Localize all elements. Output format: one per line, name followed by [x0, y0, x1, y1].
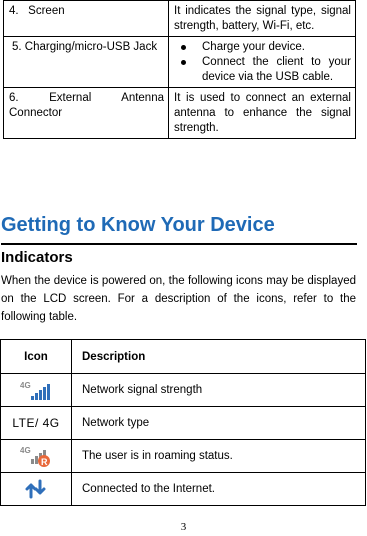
table-row [1, 407, 366, 440]
part-description [169, 37, 356, 88]
svg-text:4G: 4G [20, 381, 31, 390]
icon-description: Network type [72, 407, 366, 440]
part-description: It indicates the signal type, signal strength, battery, Wi-Fi, etc. [169, 1, 356, 37]
network-type-icon [1, 407, 72, 440]
header-icon: Icon [1, 340, 72, 374]
roaming-icon [1, 440, 72, 473]
table-row [1, 473, 366, 506]
icon-description: Network signal strength [72, 374, 366, 407]
bullet-item: Connect the client to your device via the USB cable. [174, 55, 351, 85]
connected-arrows-icon [1, 473, 72, 506]
subsection-title: Indicators [1, 249, 73, 266]
icon-description: The user is in roaming status. [72, 440, 366, 473]
parts-table [3, 0, 356, 139]
svg-text:4G: 4G [20, 446, 31, 455]
svg-text:R: R [41, 457, 48, 467]
part-name: 5. Charging/micro-USB Jack [4, 37, 169, 88]
header-description: Description [72, 340, 366, 374]
section-title: Getting to Know Your Device [1, 214, 275, 236]
intro-paragraph: When the device is powered on, the following icons may be displayed on the LCD screen. For a description of the icons, refer to the following table. [1, 275, 356, 323]
part-name: 4. Screen [4, 1, 169, 37]
table-row [1, 374, 366, 407]
table-row [4, 1, 356, 37]
table-row [4, 37, 356, 88]
table-row [1, 440, 366, 473]
network-type-label: LTE/ 4G [12, 416, 60, 430]
heading-divider [1, 243, 357, 245]
table-header-row [1, 340, 366, 374]
page-number: 3 [180, 521, 187, 533]
bullet-item: Charge your device. [174, 40, 351, 55]
icon-description: Connected to the Internet. [72, 473, 366, 506]
signal-strength-4g-icon [1, 374, 72, 407]
part-name: 6. External Antenna Connector [4, 88, 169, 139]
icon-table [0, 339, 366, 506]
part-description: It is used to connect an external antenna to enhance the signal strength. [169, 88, 356, 139]
table-row [4, 88, 356, 139]
